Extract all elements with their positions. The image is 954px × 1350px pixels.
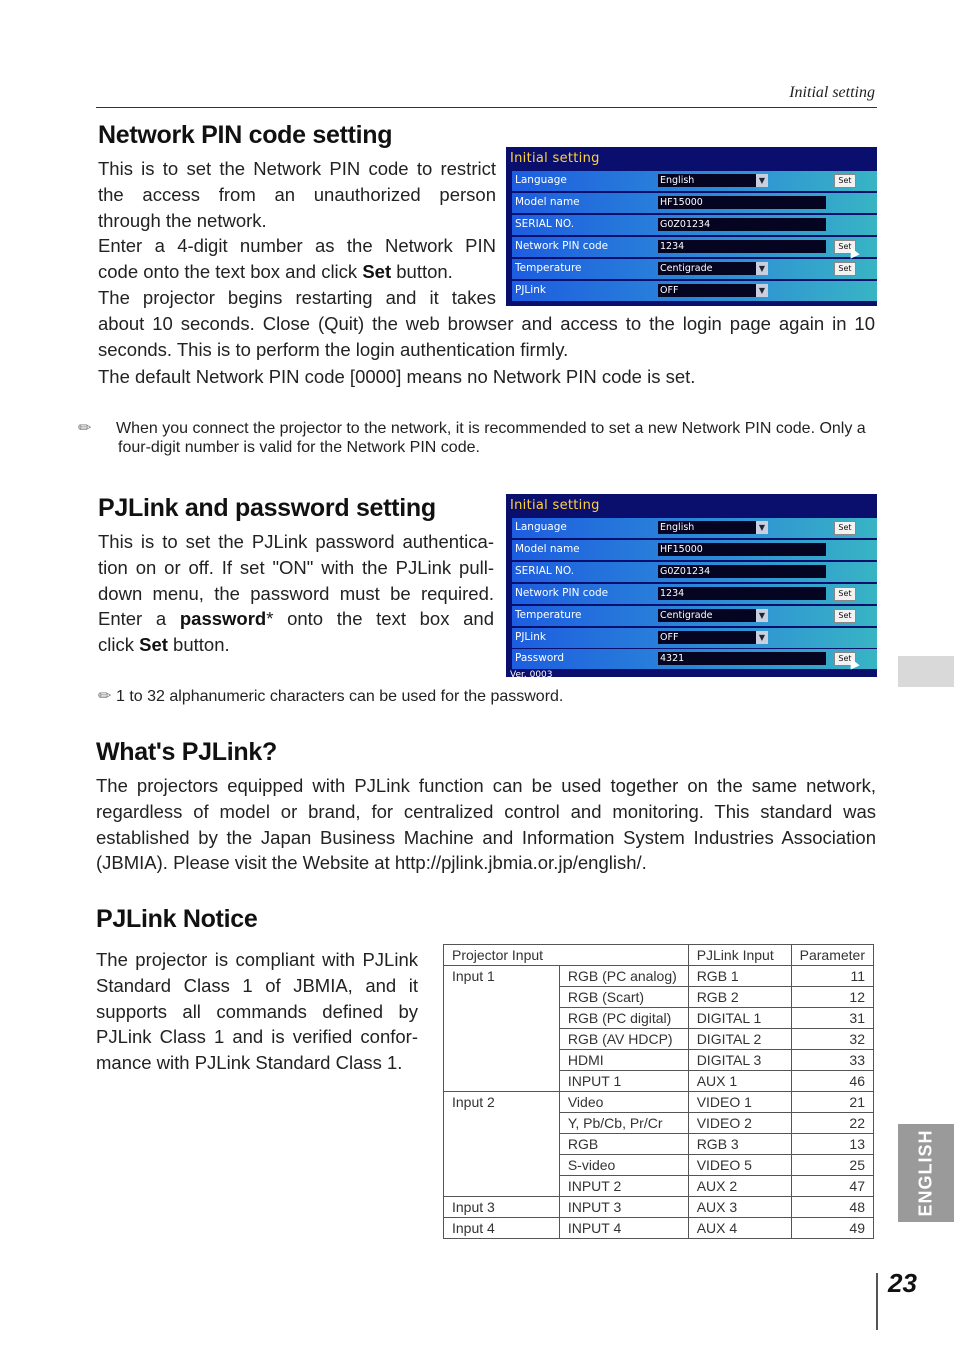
table-cell: INPUT 4 [559, 1218, 688, 1239]
panel2-row-temperature [512, 606, 877, 626]
table-cell: INPUT 2 [559, 1176, 688, 1197]
table-cell: 21 [791, 1092, 873, 1113]
table-cell: DIGITAL 1 [688, 1008, 791, 1029]
table-cell: HDMI [559, 1050, 688, 1071]
row-label: PJLink [515, 284, 546, 296]
side-tab-marker [898, 656, 954, 687]
table-cell: 11 [791, 966, 873, 987]
table-cell: RGB 3 [688, 1134, 791, 1155]
temperature-select[interactable]: Centigrade ▼ [658, 609, 768, 622]
pjlink-line-2: tion on or off. If set "ON" with the PJLink pull- [98, 556, 494, 578]
panel1-row-pin [512, 237, 877, 257]
header-rule [96, 107, 877, 108]
pjlink-section-title: PJLink and password setting [98, 494, 436, 522]
pjlink-tip: ✏ 1 to 32 alphanumeric characters can be used for the password. [98, 688, 564, 705]
pjlink-select[interactable]: OFF ▼ [658, 631, 768, 644]
panel2-row-pjlink [512, 628, 877, 648]
password-set-button[interactable]: Set [834, 652, 856, 666]
table-cell: 13 [791, 1134, 873, 1155]
group-cell: Input 1 [444, 966, 560, 1092]
initial-setting-panel-2 [506, 494, 877, 677]
header-cell: PJLink Input [688, 945, 791, 966]
table-cell: 22 [791, 1113, 873, 1134]
chevron-down-icon: ▼ [756, 174, 768, 187]
pin-line-4: Enter a 4-digit number as the Network PIN [98, 235, 496, 257]
group-cell: Input 3 [444, 1197, 560, 1218]
table-cell: VIDEO 1 [688, 1092, 791, 1113]
row-label: Network PIN code [515, 240, 609, 252]
pin-set-button[interactable]: Set [834, 240, 856, 254]
pjlink-line-4: Enter a password* onto the text box and [98, 608, 494, 630]
group-cell: Input 4 [444, 1218, 560, 1239]
row-label: Model name [515, 543, 580, 555]
panel2-row-password [512, 649, 877, 669]
cursor-icon [846, 656, 859, 669]
table-cell: 46 [791, 1071, 873, 1092]
table-header-row [444, 945, 874, 966]
table-cell: Y, Pb/Cb, Pr/Cr [559, 1113, 688, 1134]
table-cell: 12 [791, 987, 873, 1008]
table-cell: RGB 2 [688, 987, 791, 1008]
row-label: Language [515, 521, 567, 533]
initial-setting-panel-1 [506, 147, 877, 306]
pin-line-5: code onto the text box and click Set button. [98, 261, 453, 283]
side-tab-english: ENGLISH [898, 1124, 954, 1222]
table-cell: VIDEO 2 [688, 1113, 791, 1134]
table-cell: DIGITAL 3 [688, 1050, 791, 1071]
table-cell: 33 [791, 1050, 873, 1071]
running-header: Initial setting [789, 84, 875, 101]
row-label: PJLink [515, 631, 546, 643]
panel2-row-language [512, 518, 877, 538]
chevron-down-icon: ▼ [756, 262, 768, 275]
pin-continuation: about 10 seconds. Close (Quit) the web browser and access to the login page again in 10 seconds. This is to perform the login authentication firmly. [98, 313, 875, 360]
row-label: Network PIN code [515, 587, 609, 599]
row-label: Language [515, 174, 567, 186]
pin-line-3: through the network. [98, 209, 267, 231]
language-select[interactable]: English ▼ [658, 174, 768, 187]
pin-tip: ✏ When you connect the projector to the network, it is recommended to set a new Network PIN code. Only a four-digit number is valid for the Network PIN code. [78, 420, 866, 456]
whats-pjlink-title: What's PJLink? [96, 738, 277, 766]
password-input[interactable]: 4321 [658, 652, 826, 665]
table-cell: DIGITAL 2 [688, 1029, 791, 1050]
group-cell: Input 2 [444, 1092, 560, 1197]
language-select[interactable]: English ▼ [658, 521, 768, 534]
table-cell: RGB (PC analog) [559, 966, 688, 987]
language-set-button[interactable]: Set [834, 521, 856, 535]
panel1-row-serial [512, 215, 877, 235]
table-cell: 31 [791, 1008, 873, 1029]
pin-set-button[interactable]: Set [834, 587, 856, 601]
temperature-set-button[interactable]: Set [834, 609, 856, 623]
table-cell: INPUT 3 [559, 1197, 688, 1218]
table-cell: Video [559, 1092, 688, 1113]
pjlink-line-1: This is to set the PJLink password authentica- [98, 531, 494, 552]
serial-field: G0Z01234 [658, 218, 826, 231]
table-cell: AUX 3 [688, 1197, 791, 1218]
table-cell: 47 [791, 1176, 873, 1197]
table-cell: 25 [791, 1155, 873, 1176]
cursor-icon [846, 245, 859, 258]
pjlink-section-body [98, 529, 494, 658]
table-cell: RGB (Scart) [559, 987, 688, 1008]
pin-default-note: The default Network PIN code [0000] means no Network PIN code is set. [98, 366, 696, 387]
panel1-row-pjlink [512, 281, 877, 301]
panel1-row-temperature [512, 259, 877, 279]
language-set-button[interactable]: Set [834, 174, 856, 188]
panel-version: Ver. 0003 [510, 670, 553, 677]
table-cell: 32 [791, 1029, 873, 1050]
table-cell: RGB [559, 1134, 688, 1155]
table-cell: RGB (PC digital) [559, 1008, 688, 1029]
table-cell: 48 [791, 1197, 873, 1218]
model-name-field: HF15000 [658, 543, 826, 556]
table-cell: AUX 4 [688, 1218, 791, 1239]
chevron-down-icon: ▼ [756, 631, 768, 644]
pjlink-input-table [443, 944, 874, 1239]
row-label: SERIAL NO. [515, 565, 575, 577]
panel2-row-model [512, 540, 877, 560]
row-label: Temperature [515, 609, 582, 621]
table-cell: RGB (AV HDCP) [559, 1029, 688, 1050]
page-number-rule [876, 1273, 878, 1330]
table-row [444, 1218, 874, 1239]
pin-line-1: This is to set the Network PIN code to restrict [98, 158, 496, 179]
header-cell: Parameter [791, 945, 873, 966]
temperature-select[interactable]: Centigrade ▼ [658, 262, 768, 275]
panel1-row-language [512, 171, 877, 191]
pjlink-line-3: down menu, the password must be required. [98, 582, 494, 604]
pjlink-notice-title: PJLink Notice [96, 905, 258, 933]
pjlink-notice-body: The projector is compliant with PJLink Standard Class 1 of JBMIA, and it supports all commands defined by PJLink Class 1 and is verified confor- mance with PJLink Standard Class 1. [96, 949, 418, 1074]
pencil-icon: ✏ [78, 420, 92, 437]
pin-section-intro [98, 156, 496, 311]
panel1-row-model [512, 193, 877, 213]
row-label: Temperature [515, 262, 582, 274]
pjlink-line-5: click Set button. [98, 634, 230, 656]
whats-pjlink-body: The projectors equipped with PJLink function can be used together on the same network, regardless of model or brand, for centralized control and monitoring. This standard was established by the Japan Business Machine and Information System Industries Association (JBMIA). Please visit the Website at http://pjlink.jbmia.or.jp/english/. [96, 775, 876, 874]
table-cell: S-video [559, 1155, 688, 1176]
pin-line-2: the access from an unauthorized person [98, 183, 496, 205]
panel1-title: Initial setting [510, 151, 600, 166]
pin-section-title: Network PIN code setting [98, 121, 393, 149]
header-cell: Projector Input [444, 945, 689, 966]
panel2-row-pin [512, 584, 877, 604]
table-row [444, 966, 874, 987]
table-cell: AUX 2 [688, 1176, 791, 1197]
row-label: Model name [515, 196, 580, 208]
model-name-field: HF15000 [658, 196, 826, 209]
table-cell: INPUT 1 [559, 1071, 688, 1092]
chevron-down-icon: ▼ [756, 521, 768, 534]
pencil-icon: ✏ [98, 688, 112, 705]
page-number: 23 [888, 1268, 917, 1298]
serial-field: G0Z01234 [658, 565, 826, 578]
panel2-row-serial [512, 562, 877, 582]
table-cell: 49 [791, 1218, 873, 1239]
table-cell: RGB 1 [688, 966, 791, 987]
temperature-set-button[interactable]: Set [834, 262, 856, 276]
table-row [444, 1092, 874, 1113]
table-row [444, 1197, 874, 1218]
pjlink-select[interactable]: OFF ▼ [658, 284, 768, 297]
pin-code-input[interactable]: 1234 [658, 587, 826, 600]
row-label: Password [515, 652, 565, 664]
row-label: SERIAL NO. [515, 218, 575, 230]
pin-code-input[interactable]: 1234 [658, 240, 826, 253]
table-cell: AUX 1 [688, 1071, 791, 1092]
chevron-down-icon: ▼ [756, 609, 768, 622]
panel2-title: Initial setting [510, 498, 600, 513]
pin-line-6: The projector begins restarting and it takes [98, 286, 496, 308]
table-cell: VIDEO 5 [688, 1155, 791, 1176]
chevron-down-icon: ▼ [756, 284, 768, 297]
